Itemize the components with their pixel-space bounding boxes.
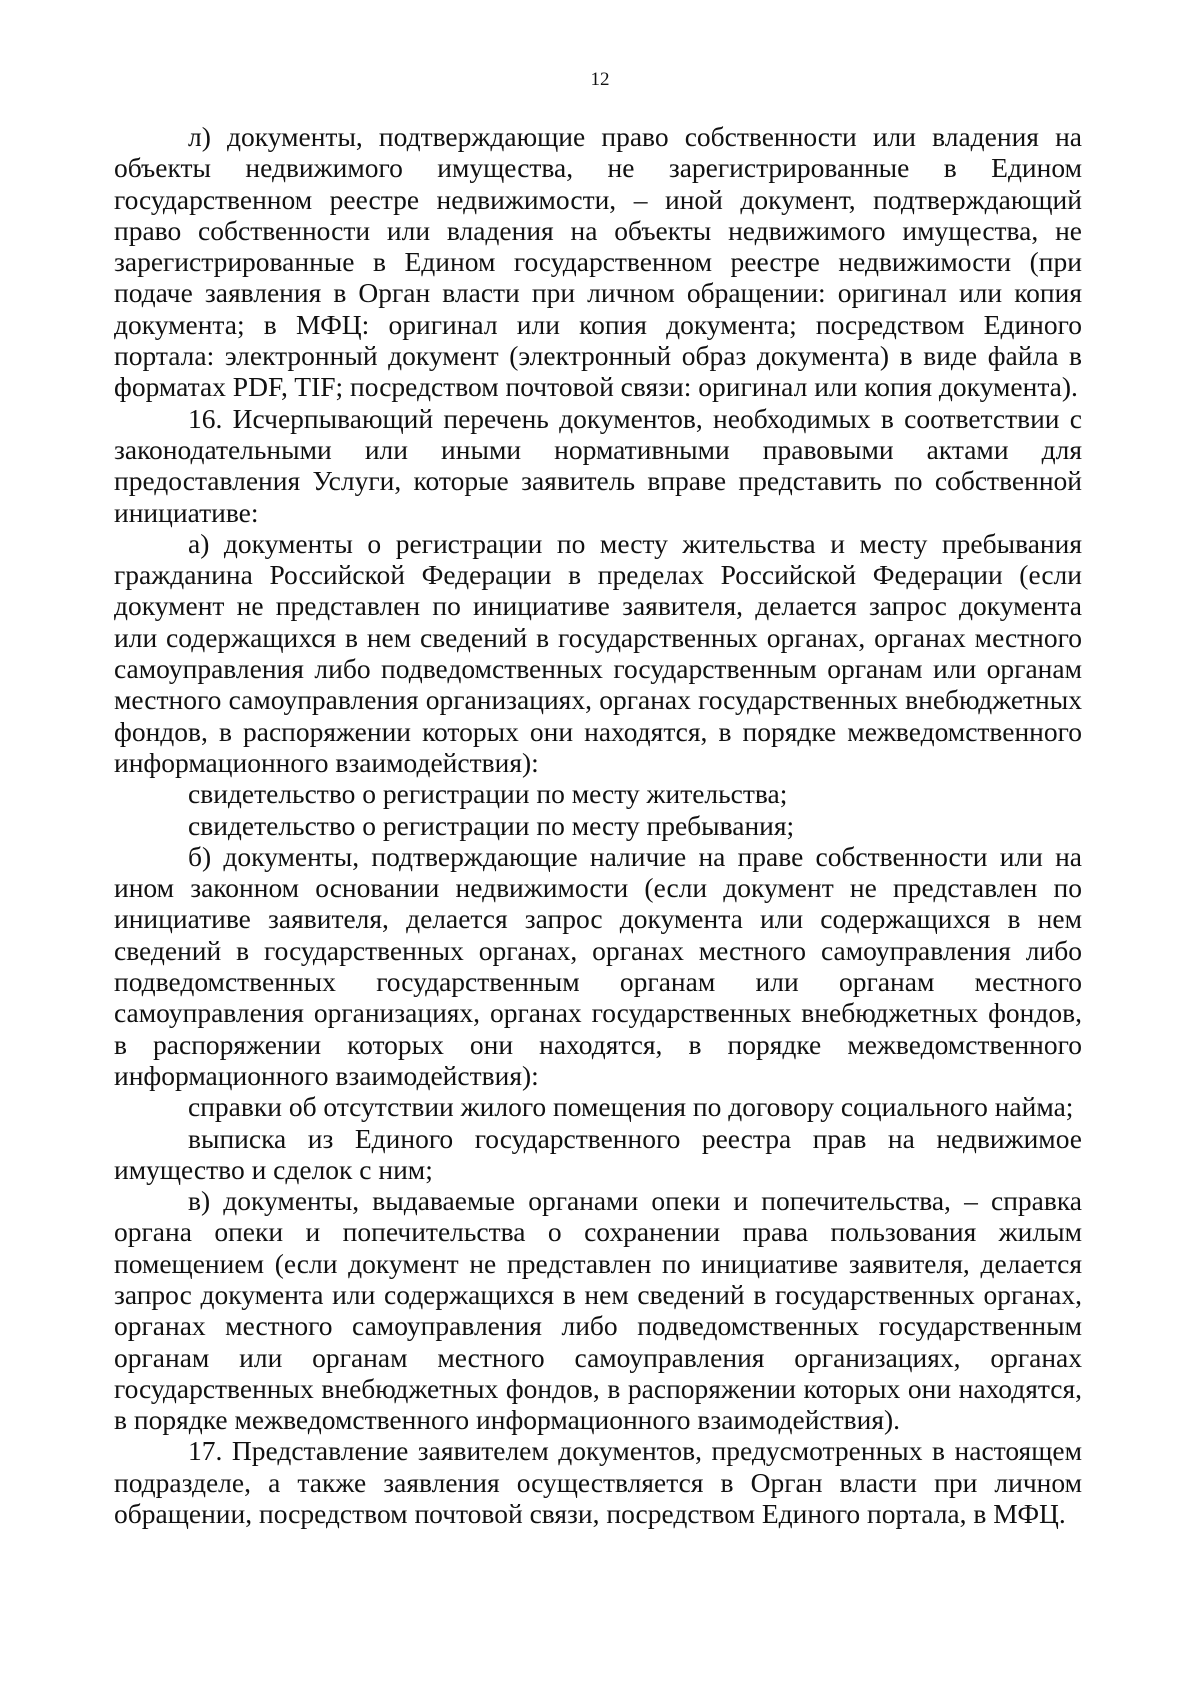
paragraph-17-submission-methods: 17. Представление заявителем документов, предусмотренных в настоящем подразделе, а также заявления осуществляется в Орган власти при личном обращении, посредством почтовой связи, посредством Единого портала, в МФЦ. — [114, 1435, 1082, 1530]
paragraph-v-guardianship-documents: в) документы, выдаваемые органами опеки и попечительства, – справка органа опеки и попечительства о сохранении права пользования жилым помещением (если документ не представлен по инициативе заявителя, делается запрос документа или содержащихся в нем сведений в государственных органах, органах местного самоуправления либо подведомственных государственным органам или органам местного самоуправления организациях, органах государственных внебюджетных фондов, в распоряжении которых они находятся, в порядке межведомственного информационного взаимодействия). — [114, 1185, 1082, 1436]
page-number: 12 — [590, 69, 610, 90]
paragraph-b-ownership-documents: б) документы, подтверждающие наличие на праве собственности или на ином законном основании недвижимости (если документ не представлен по инициативе заявителя, делается запрос документа или содержащихся в нем сведений в государственных органах, органах местного самоуправления либо подведомственных государственным органам или органам местного самоуправления организациях, органах государственных внебюджетных фондов, в распоряжении которых они находятся, в порядке межведомственного информационного взаимодействия): — [114, 840, 1082, 1091]
paragraph-16-optional-documents: 16. Исчерпывающий перечень документов, необходимых в соответствии с законодательными или иными нормативными правовыми актами для предоставления Услуги, которые заявитель вправе представить по собственной инициативе: — [114, 402, 1082, 528]
list-item-stay-certificate: свидетельство о регистрации по месту пребывания; — [188, 809, 795, 841]
list-item-registry-extract: выписка из Единого государственного реестра прав на недвижимое имущество и сделок с ним; — [114, 1122, 1082, 1185]
paragraph-l-property-documents: л) документы, подтверждающие право собственности или владения на объекты недвижимого имущества, не зарегистрированные в Едином государственном реестре недвижимости, – иной документ, подтверждающий право собственности или владения на объекты недвижимого имущества, не зарегистрированные в Едином государственном реестре недвижимости (при подаче заявления в Орган власти при личном обращении: оригинал или копия документа; в МФЦ: оригинал или копия документа; посредством Единого портала: электронный документ (электронный образ документа) в виде файла в форматах PDF, TIF; посредством почтовой связи: оригинал или копия документа). — [114, 121, 1082, 403]
document-body — [114, 121, 1082, 1529]
list-item-residence-certificate: свидетельство о регистрации по месту жительства; — [188, 778, 788, 810]
paragraph-a-registration-documents: а) документы о регистрации по месту жительства и месту пребывания гражданина Российской Федерации в пределах Российской Федерации (если документ не представлен по инициативе заявителя, делается запрос документа или содержащихся в нем сведений в государственных органах, органах местного самоуправления либо подведомственных государственным органам или органам местного самоуправления организациях, органах государственных внебюджетных фондов, в распоряжении которых они находятся, в порядке межведомственного информационного взаимодействия): — [114, 527, 1082, 778]
list-item-no-social-housing-certificate: справки об отсутствии жилого помещения по договору социального найма; — [188, 1091, 1074, 1123]
